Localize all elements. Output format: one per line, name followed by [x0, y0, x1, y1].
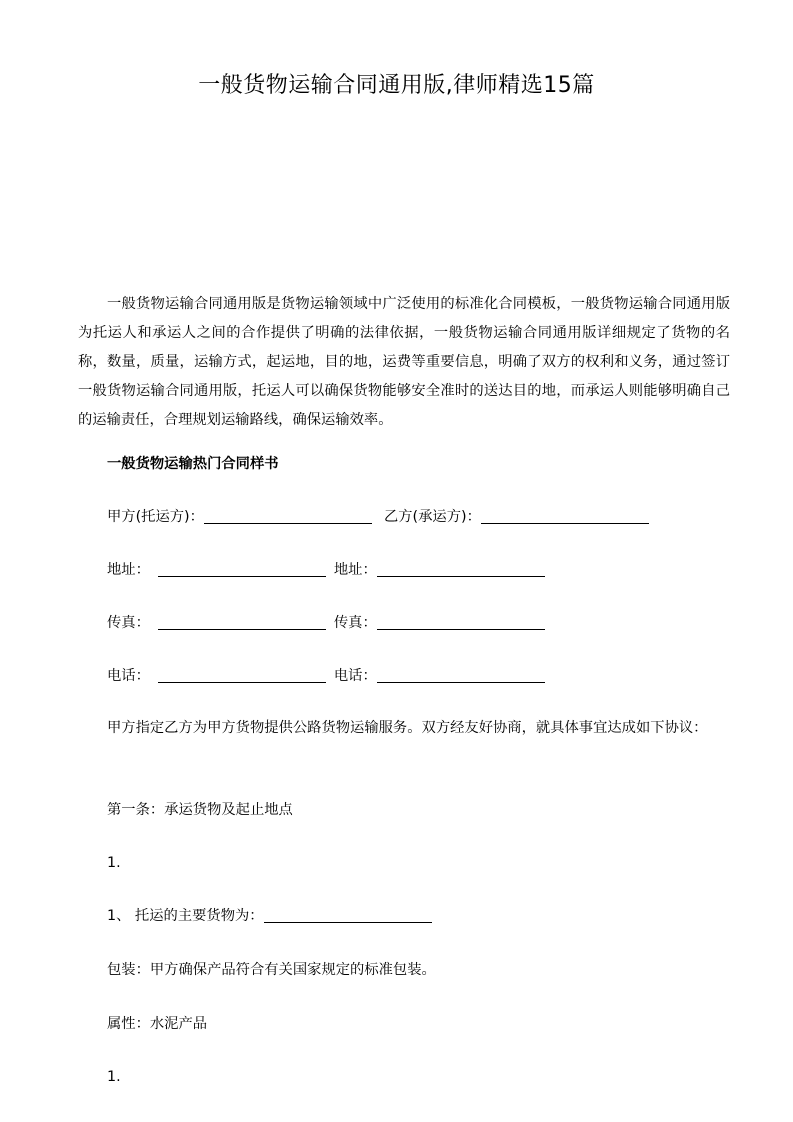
fax-b-blank[interactable]: [377, 615, 545, 630]
fax-label-b: 传真：: [333, 615, 377, 631]
fax-row: [107, 613, 545, 633]
phone-row: [107, 666, 545, 686]
phone-b-blank[interactable]: [377, 668, 545, 683]
address-label-b: 地址：: [333, 562, 377, 578]
party-a-label: 甲方(托运方)：: [107, 509, 204, 525]
intro-paragraph: 一般货物运输合同通用版是货物运输领域中广泛使用的标准化合同模板，一般货物运输合同通用版为托运人和承运人之间的合作提供了明确的法律依据，一般货物运输合同通用版详细规定了货物的名称，数量，质量，运输方式，起运地，目的地，运费等重要信息，明确了双方的权利和义务，通过签订一般货物运输合同通用版，托运人可以确保货物能够安全准时的送达目的地，而承运人则能够明确自己的运输责任，合理规划运输路线，确保运输效率。: [78, 296, 730, 428]
party-a-blank[interactable]: [204, 509, 372, 524]
list-number-2: 1.: [107, 1069, 121, 1085]
fax-a-blank[interactable]: [158, 615, 326, 630]
section-heading: 一般货物运输热门合同样书: [107, 456, 279, 472]
agreement-intro: 甲方指定乙方为甲方货物提供公路货物运输服务。双方经友好协商，就具体事宜达成如下协议：: [107, 720, 708, 736]
attribute-text: 属性：水泥产品: [107, 1016, 208, 1032]
packaging-text: 包装：甲方确保产品符合有关国家规定的标准包装。: [107, 962, 436, 978]
address-label-a: 地址：: [107, 562, 150, 578]
address-b-blank[interactable]: [377, 562, 545, 577]
article-1-heading: 第一条：承运货物及起止地点: [107, 802, 293, 818]
party-b-blank[interactable]: [481, 509, 649, 524]
document-title: 一般货物运输合同通用版,律师精选15篇: [198, 73, 595, 98]
goods-blank[interactable]: [264, 908, 432, 923]
phone-label-b: 电话：: [333, 668, 377, 684]
address-a-blank[interactable]: [158, 562, 326, 577]
fax-label-a: 传真：: [107, 615, 150, 631]
address-row: [107, 560, 545, 580]
party-b-label: 乙方(承运方)：: [383, 509, 481, 525]
list-number: 1.: [107, 855, 121, 871]
goods-row: [107, 906, 432, 926]
goods-label: 1、 托运的主要货物为：: [107, 908, 264, 924]
phone-label-a: 电话：: [107, 668, 150, 684]
party-row: [107, 507, 649, 527]
phone-a-blank[interactable]: [158, 668, 326, 683]
